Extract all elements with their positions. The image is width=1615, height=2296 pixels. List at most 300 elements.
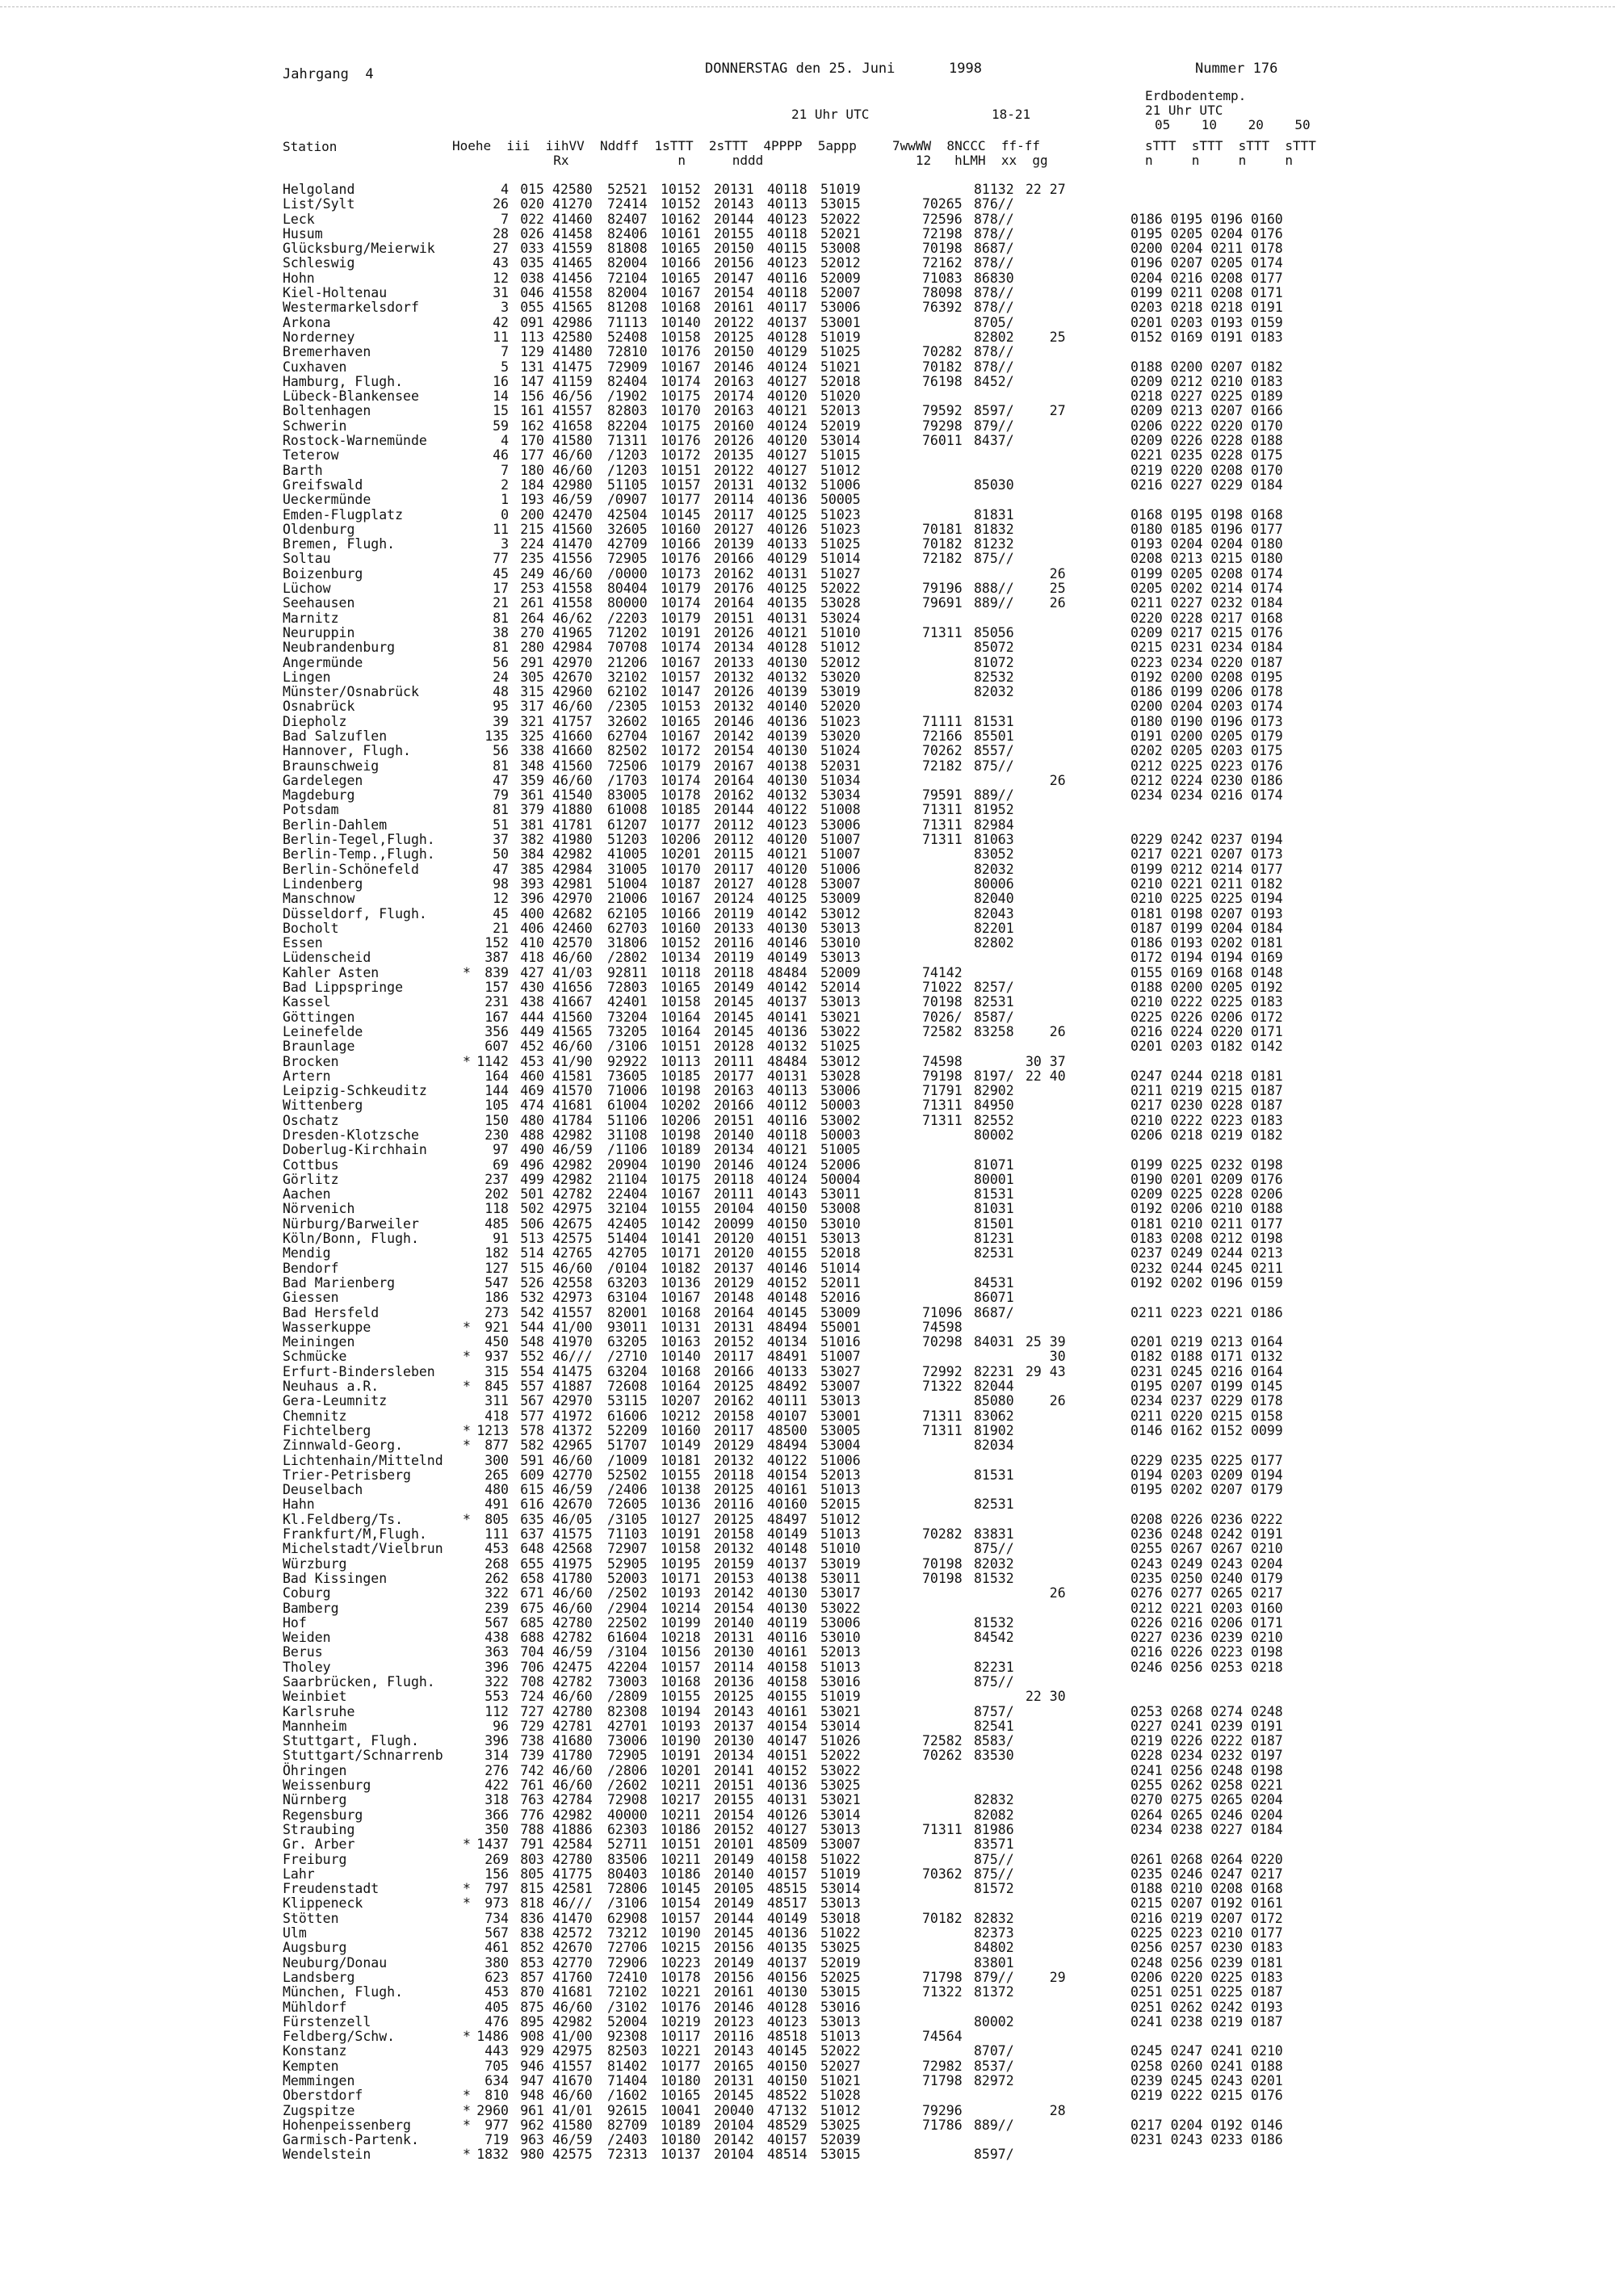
cell-c: 82034	[974, 1438, 1014, 1454]
cell-h: 11	[493, 329, 509, 345]
cell-e: 0225 0226 0206 0172	[1130, 1009, 1283, 1025]
cell-t1: 10186	[661, 1821, 701, 1837]
cell-s: Soltau	[283, 551, 331, 567]
cell-p: 40155	[767, 1689, 808, 1705]
cell-f: 22 30	[1026, 1689, 1066, 1705]
cell-t2: 20155	[714, 225, 754, 241]
cell-w: 72982	[922, 2058, 963, 2074]
cell-n: 71113	[607, 314, 648, 330]
table-row	[283, 907, 1308, 921]
table-row	[283, 1246, 1308, 1261]
cell-s: Memmingen	[283, 2073, 355, 2088]
cell-c: 8687/	[974, 1304, 1014, 1320]
cell-v: 42975	[552, 1201, 593, 1217]
table-row	[283, 464, 1308, 478]
cell-p: 48497	[767, 1511, 808, 1527]
cell-a: 52006	[820, 1156, 861, 1173]
cell-s: Brocken	[283, 1053, 339, 1069]
cell-w: 72182	[922, 551, 963, 567]
cell-i: 763	[520, 1792, 544, 1808]
table-row	[283, 596, 1308, 611]
cell-a: 53007	[820, 1379, 861, 1395]
cell-n: 72313	[607, 2147, 648, 2163]
cell-h: 47	[493, 772, 509, 788]
table-row	[283, 715, 1308, 729]
cell-h: 366	[484, 1807, 509, 1823]
cell-e: 0219 0220 0208 0170	[1130, 462, 1283, 478]
cell-i: 815	[520, 1881, 544, 1897]
cell-p: 48514	[767, 2147, 808, 2163]
cell-t1: 10167	[661, 359, 701, 375]
cell-t1: 10211	[661, 1851, 701, 1867]
cell-h: 21	[493, 595, 509, 611]
cell-e: 0226 0216 0206 0171	[1130, 1614, 1283, 1631]
cell-h: 567	[484, 1925, 509, 1941]
cell-p: 40124	[767, 1171, 808, 1187]
cell-f: 25	[1026, 329, 1066, 345]
cell-a: 53011	[820, 1570, 861, 1586]
cell-n: 71103	[607, 1526, 648, 1543]
cell-v: 46/60	[552, 1260, 593, 1276]
table-row	[283, 1379, 1308, 1394]
cell-n: 61008	[607, 802, 648, 818]
cell-h: 150	[484, 1112, 509, 1128]
cell-a: 53002	[820, 1112, 861, 1128]
cell-v: 42581	[552, 1881, 593, 1897]
cell-v: 41465	[552, 255, 593, 271]
cell-e: 0235 0246 0247 0217	[1130, 1866, 1283, 1882]
cell-i: 035	[520, 255, 544, 271]
cell-a: 51008	[820, 802, 861, 818]
cell-t2: 20163	[714, 1083, 754, 1099]
cell-n: 52521	[607, 182, 648, 197]
cell-a: 52039	[820, 2132, 861, 2148]
table-row	[283, 995, 1308, 1009]
cell-p: 40150	[767, 2058, 808, 2074]
cell-v: 42770	[552, 1954, 593, 1971]
cell-t1: 10201	[661, 1762, 701, 1778]
cell-p: 40137	[767, 314, 808, 330]
cell-t1: 10160	[661, 920, 701, 936]
cell-n: 42204	[607, 1659, 648, 1675]
cell-a: 53022	[820, 1762, 861, 1778]
table-row	[283, 744, 1308, 758]
cell-t1: 10156	[661, 1644, 701, 1660]
cell-c: 8452/	[974, 373, 1014, 389]
cell-t1: 10164	[661, 1379, 701, 1395]
cell-c: 85030	[974, 476, 1014, 493]
cell-e: 0245 0247 0241 0210	[1130, 2043, 1283, 2059]
cell-s: Nürburg/Barweiler	[283, 1215, 419, 1232]
table-row	[283, 1734, 1308, 1748]
cell-v: 41456	[552, 270, 593, 286]
cell-p: 40151	[767, 1748, 808, 1764]
cell-p: 40161	[767, 1703, 808, 1719]
cell-a: 52027	[820, 2058, 861, 2074]
cell-n: 42504	[607, 506, 648, 523]
cell-i: 453	[520, 1053, 544, 1069]
cell-t2: 20149	[714, 980, 754, 996]
cell-i: 348	[520, 758, 544, 774]
cell-e: 0239 0245 0243 0201	[1130, 2073, 1283, 2088]
cell-e: 0258 0260 0241 0188	[1130, 2058, 1283, 2074]
cell-w: 70282	[922, 1526, 963, 1543]
cell-s: Augsburg	[283, 1940, 347, 1956]
cell-a: 52022	[820, 2043, 861, 2059]
cell-i: 929	[520, 2043, 544, 2059]
cell-n: 42701	[607, 1718, 648, 1734]
table-row	[283, 508, 1308, 523]
cell-s: Öhringen	[283, 1762, 347, 1778]
cell-i: 261	[520, 595, 544, 611]
cell-p: 40113	[767, 196, 808, 212]
cell-s: Stuttgart/Schnarrenb	[283, 1748, 443, 1764]
cell-n: 62102	[607, 684, 648, 700]
cell-s: Berus	[283, 1644, 323, 1660]
cell-c: 82972	[974, 2073, 1014, 2088]
cell-i: 396	[520, 891, 544, 907]
cell-t2: 20174	[714, 388, 754, 405]
cell-e: 0251 0262 0242 0193	[1130, 1999, 1283, 2015]
cell-n: /2710	[607, 1349, 648, 1365]
cell-h: 14	[493, 388, 509, 405]
cell-t1: 10175	[661, 1171, 701, 1187]
cell-s: Hohenpeissenberg	[283, 2117, 411, 2133]
cell-e: 0200 0204 0203 0174	[1130, 699, 1283, 715]
cell-v: 46///	[552, 1895, 593, 1912]
cell-e: 0235 0250 0240 0179	[1130, 1570, 1283, 1586]
cell-n: /2904	[607, 1600, 648, 1616]
cell-h: 3	[501, 300, 509, 316]
cell-e: 0232 0244 0245 0211	[1130, 1260, 1283, 1276]
cell-n: 80404	[607, 581, 648, 597]
cell-p: 40116	[767, 1112, 808, 1128]
cell-c: 875//	[974, 551, 1014, 567]
cell-v: 46/60	[552, 1762, 593, 1778]
cell-p: 40130	[767, 1585, 808, 1601]
cell-i: 567	[520, 1393, 544, 1409]
cell-e: 0210 0222 0225 0183	[1130, 994, 1283, 1010]
cell-t2: 20144	[714, 802, 754, 818]
cell-t2: 20119	[714, 905, 754, 921]
cell-h: 24	[493, 669, 509, 685]
cell-p: 40136	[767, 1925, 808, 1941]
cell-t2: 20153	[714, 1570, 754, 1586]
cell-w: 71311	[922, 1821, 963, 1837]
cell-w: 70362	[922, 1866, 963, 1882]
cell-n: /3102	[607, 1999, 648, 2015]
cell-t1: 10193	[661, 1718, 701, 1734]
cell-e: 0231 0243 0233 0186	[1130, 2132, 1283, 2148]
cell-p: 40145	[767, 1304, 808, 1320]
cell-h: 607	[484, 1039, 509, 1055]
cell-a: 52031	[820, 758, 861, 774]
cell-p: 40120	[767, 861, 808, 877]
cell-t2: 20130	[714, 1644, 754, 1660]
cell-t1: 10164	[661, 1009, 701, 1025]
cell-n: 81808	[607, 241, 648, 257]
cell-n: 40000	[607, 1807, 648, 1823]
cell-h: 81	[493, 640, 509, 656]
cell-p: 40152	[767, 1762, 808, 1778]
cell-t1: 10211	[661, 1778, 701, 1794]
cell-p: 40158	[767, 1659, 808, 1675]
cell-a: 53022	[820, 1023, 861, 1039]
cell-c: 8583/	[974, 1733, 1014, 1749]
cell-s: Freiburg	[283, 1851, 347, 1867]
cell-i: 359	[520, 772, 544, 788]
cell-t2: 20122	[714, 462, 754, 478]
cell-t1: 10141	[661, 1231, 701, 1247]
cell-t2: 20162	[714, 787, 754, 804]
cell-t1: 10175	[661, 418, 701, 434]
cell-p: 40131	[767, 610, 808, 626]
cell-p: 40115	[767, 241, 808, 257]
cell-h: 144	[484, 1083, 509, 1099]
cell-a: 53004	[820, 1438, 861, 1454]
cell-e: 0229 0235 0225 0177	[1130, 1452, 1283, 1468]
cell-i: 113	[520, 329, 544, 345]
cell-t2: 20105	[714, 1881, 754, 1897]
cell-c: 81501	[974, 1215, 1014, 1232]
cell-v: 46/60	[552, 462, 593, 478]
cell-w: 71786	[922, 2117, 963, 2133]
cell-i: 836	[520, 1910, 544, 1926]
table-row	[283, 1689, 1308, 1704]
cell-e: 0200 0204 0211 0178	[1130, 241, 1283, 257]
cell-i: 022	[520, 211, 544, 227]
cell-c: 86830	[974, 270, 1014, 286]
cell-t1: 10160	[661, 521, 701, 537]
cell-t2: 20117	[714, 1422, 754, 1438]
cell-e: 0183 0208 0212 0198	[1130, 1231, 1283, 1247]
cell-s: Arkona	[283, 314, 331, 330]
cell-s: Lübeck-Blankensee	[283, 388, 419, 405]
cell-m: *	[463, 1836, 471, 1853]
cell-s: Wittenberg	[283, 1098, 363, 1114]
cell-i: 506	[520, 1215, 544, 1232]
cell-v: 41470	[552, 536, 593, 552]
cell-t1: 10154	[661, 1895, 701, 1912]
station-header: Station	[283, 139, 338, 154]
cell-t2: 20137	[714, 1260, 754, 1276]
cell-w: 72162	[922, 255, 963, 271]
cell-s: Weinbiet	[283, 1689, 347, 1705]
cell-s: Mannheim	[283, 1718, 347, 1734]
cell-i: 270	[520, 624, 544, 640]
cell-c: 81986	[974, 1821, 1014, 1837]
cell-w: 70198	[922, 994, 963, 1010]
cell-t1: 10190	[661, 1733, 701, 1749]
cell-v: 41565	[552, 300, 593, 316]
cell-i: 853	[520, 1954, 544, 1971]
cell-p: 48509	[767, 1836, 808, 1853]
cell-e: 0205 0202 0214 0174	[1130, 581, 1283, 597]
cell-p: 40132	[767, 476, 808, 493]
cell-n: /3106	[607, 1895, 648, 1912]
time-wind-header: 18-21	[992, 107, 1031, 122]
cell-a: 52015	[820, 1496, 861, 1513]
cell-t1: 10157	[661, 1659, 701, 1675]
table-row	[283, 1645, 1308, 1660]
cell-a: 53019	[820, 1555, 861, 1572]
table-row	[283, 1705, 1308, 1719]
table-row	[283, 1349, 1308, 1364]
cell-h: 705	[484, 2058, 509, 2074]
cell-s: Frankfurt/M,Flugh.	[283, 1526, 427, 1543]
cell-t2: 20125	[714, 329, 754, 345]
cell-e: 0193 0204 0204 0180	[1130, 536, 1283, 552]
table-row	[283, 1335, 1308, 1349]
cell-v: 42982	[552, 1171, 593, 1187]
cell-f: 26	[1026, 1585, 1066, 1601]
cell-s: Ueckermünde	[283, 492, 371, 508]
cell-h: 797	[484, 1881, 509, 1897]
cell-v: 41980	[552, 832, 593, 848]
cell-h: 7	[501, 211, 509, 227]
cell-w: 76011	[922, 433, 963, 449]
cell-i: 946	[520, 2058, 544, 2074]
cell-i: 761	[520, 1778, 544, 1794]
cell-i: 427	[520, 964, 544, 980]
cell-n: 72605	[607, 1496, 648, 1513]
cell-p: 40121	[767, 624, 808, 640]
cell-i: 578	[520, 1422, 544, 1438]
table-row	[283, 1261, 1308, 1276]
cell-e: 0236 0248 0242 0191	[1130, 1526, 1283, 1543]
table-row	[283, 729, 1308, 744]
cell-n: 92811	[607, 964, 648, 980]
cell-s: Coburg	[283, 1585, 331, 1601]
cell-a: 51014	[820, 1260, 861, 1276]
cell-i: 838	[520, 1925, 544, 1941]
cell-i: 671	[520, 1585, 544, 1601]
cell-a: 53034	[820, 787, 861, 804]
cell-v: 41667	[552, 994, 593, 1010]
cell-h: 322	[484, 1585, 509, 1601]
cell-h: 12	[493, 891, 509, 907]
cell-v: 42470	[552, 506, 593, 523]
cell-n: 52004	[607, 2013, 648, 2029]
cell-a: 52018	[820, 1245, 861, 1261]
cell-v: 42982	[552, 1156, 593, 1173]
cell-h: 4	[501, 433, 509, 449]
cell-e: 0199 0225 0232 0198	[1130, 1156, 1283, 1173]
cell-t2: 20132	[714, 1541, 754, 1557]
cell-e: 0180 0185 0196 0177	[1130, 521, 1283, 537]
cell-v: 42982	[552, 2013, 593, 2029]
cell-t2: 20126	[714, 624, 754, 640]
cell-e: 0234 0237 0229 0178	[1130, 1393, 1283, 1409]
cell-n: 80000	[607, 595, 648, 611]
cell-a: 53015	[820, 2147, 861, 2163]
cell-a: 53008	[820, 241, 861, 257]
cell-s: Lüchow	[283, 581, 331, 597]
soil-depths: 05 10 20 50	[1155, 117, 1311, 132]
cell-h: 450	[484, 1334, 509, 1350]
cell-p: 40152	[767, 1274, 808, 1291]
cell-f: 26	[1026, 565, 1066, 581]
cell-t1: 10179	[661, 581, 701, 597]
cell-p: 40116	[767, 270, 808, 286]
cell-t1: 10151	[661, 462, 701, 478]
cell-m: *	[463, 1053, 471, 1069]
cell-h: 1142	[476, 1053, 509, 1069]
cell-e: 0217 0204 0192 0146	[1130, 2117, 1283, 2133]
cell-t2: 20161	[714, 300, 754, 316]
cell-s: Schwerin	[283, 418, 347, 434]
cell-p: 40117	[767, 300, 808, 316]
cell-h: 0	[501, 506, 509, 523]
cell-a: 51006	[820, 476, 861, 493]
cell-t2: 20151	[714, 1778, 754, 1794]
cell-n: 73003	[607, 1673, 648, 1689]
table-row	[283, 877, 1308, 892]
cell-i: 513	[520, 1231, 544, 1247]
cell-a: 53011	[820, 1186, 861, 1203]
cell-t1: 10151	[661, 1836, 701, 1853]
cell-s: Michelstadt/Vielbrun	[283, 1541, 443, 1557]
cell-t2: 20159	[714, 1555, 754, 1572]
cell-i: 963	[520, 2132, 544, 2148]
cell-n: 21104	[607, 1171, 648, 1187]
cell-v: 41887	[552, 1379, 593, 1395]
cell-a: 52014	[820, 980, 861, 996]
cell-p: 40158	[767, 1673, 808, 1689]
cell-n: 32605	[607, 521, 648, 537]
cell-h: 59	[493, 418, 509, 434]
table-row	[283, 759, 1308, 774]
cell-t1: 10202	[661, 1098, 701, 1114]
cell-a: 51020	[820, 388, 861, 405]
table-row	[283, 1039, 1308, 1054]
cell-t1: 10198	[661, 1083, 701, 1099]
table-row	[283, 286, 1308, 300]
cell-e: 0196 0207 0205 0174	[1130, 255, 1283, 271]
cell-w: 71311	[922, 624, 963, 640]
cell-a: 53019	[820, 684, 861, 700]
cell-v: 46/60	[552, 1689, 593, 1705]
table-row	[283, 1306, 1308, 1320]
table-row	[283, 640, 1308, 655]
cell-p: 40124	[767, 359, 808, 375]
cell-n: 53115	[607, 1393, 648, 1409]
cell-t2: 20156	[714, 1940, 754, 1956]
cell-h: 31	[493, 285, 509, 301]
cell-a: 51014	[820, 551, 861, 567]
cell-n: 62704	[607, 728, 648, 744]
table-row	[283, 1454, 1308, 1468]
cell-w: 71096	[922, 1304, 963, 1320]
cell-v: 41757	[552, 713, 593, 729]
cell-n: 82709	[607, 2117, 648, 2133]
cell-t2: 20116	[714, 2029, 754, 2045]
cell-a: 53009	[820, 1304, 861, 1320]
cell-h: 276	[484, 1762, 509, 1778]
cell-w: 72596	[922, 211, 963, 227]
cell-p: 40130	[767, 772, 808, 788]
table-row	[283, 863, 1308, 877]
cell-c: 8757/	[974, 1703, 1014, 1719]
cell-n: 22502	[607, 1614, 648, 1631]
cell-a: 51012	[820, 640, 861, 656]
cell-e: 0217 0221 0207 0173	[1130, 846, 1283, 863]
cell-p: 40130	[767, 1984, 808, 2000]
cell-v: 46/59	[552, 492, 593, 508]
cell-a: 53025	[820, 2117, 861, 2133]
cell-s: Bendorf	[283, 1260, 339, 1276]
cell-w: 76198	[922, 373, 963, 389]
